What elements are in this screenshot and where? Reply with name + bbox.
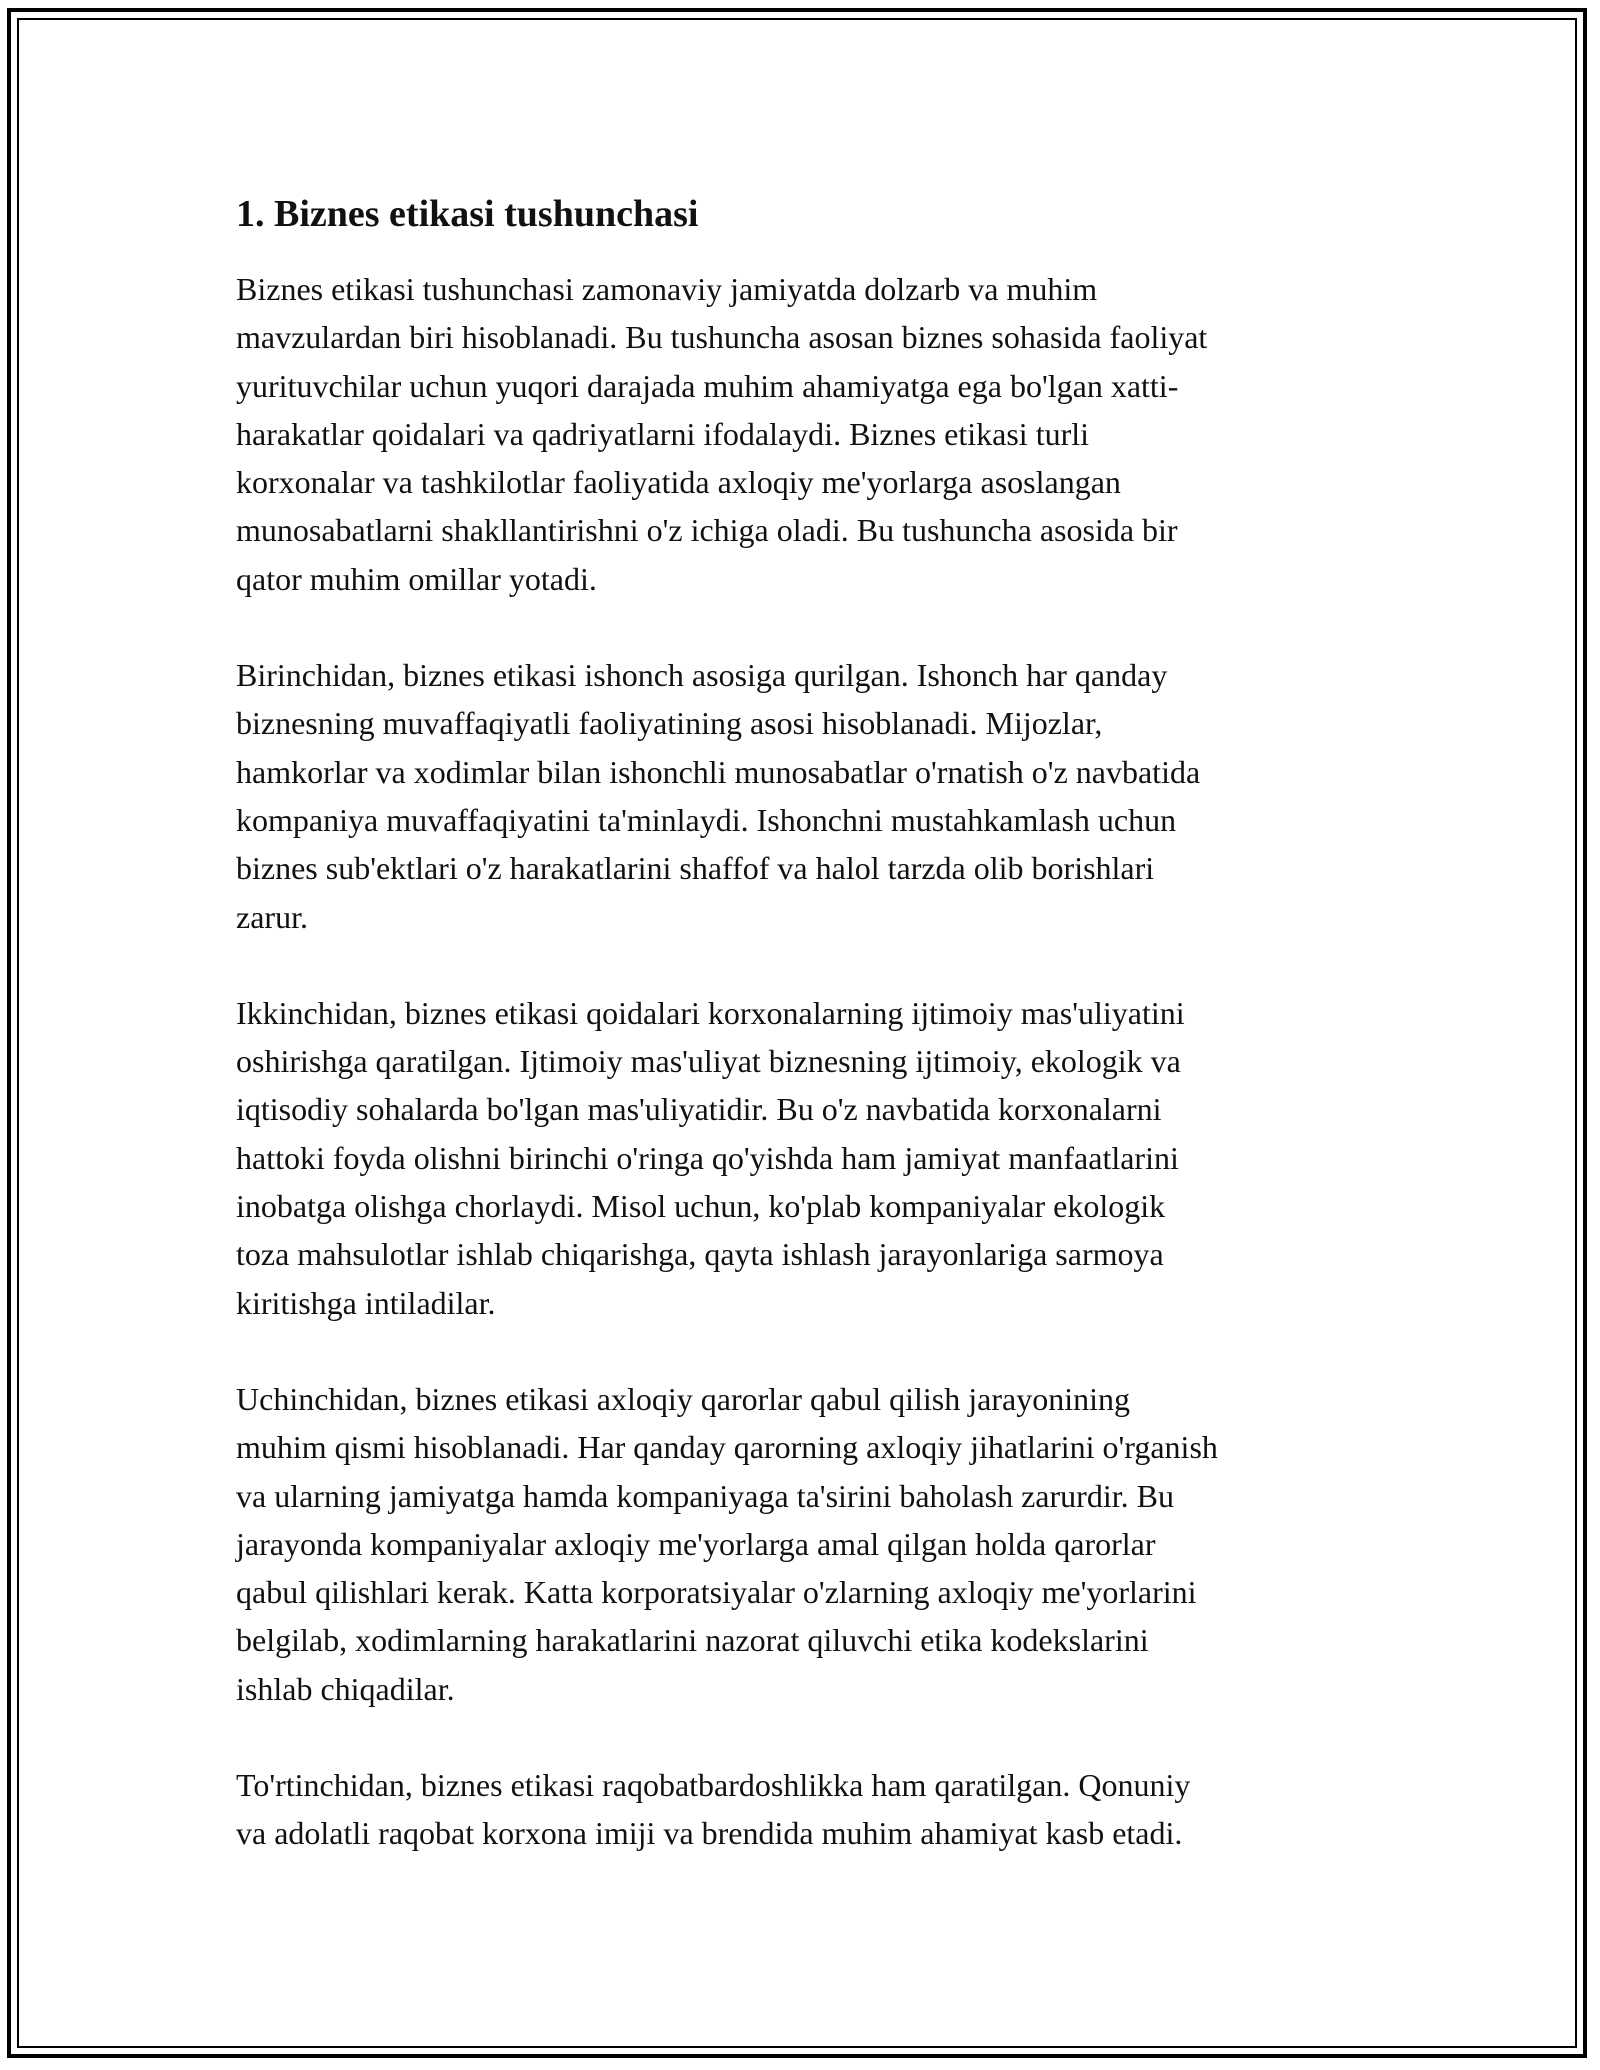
paragraph-line: iqtisodiy sohalarda bo'lgan mas'uliyatidir. Bu o'z navbatida korxonalarni — [236, 1091, 1162, 1128]
paragraph-line: Birinchidan, biznes etikasi ishonch asosiga qurilgan. Ishonch har qanday — [236, 657, 1168, 694]
body-paragraph — [236, 265, 1376, 603]
paragraph-line: hattoki foyda olishni birinchi o'ringa qo'yishda ham jamiyat manfaatlarini — [236, 1139, 1179, 1176]
paragraph-line: munosabatlarni shakllantirishni o'z ichiga oladi. Bu tushuncha asosida bir — [236, 512, 1178, 549]
paragraph-line: mavzulardan biri hisoblanadi. Bu tushuncha asosan biznes sohasida faoliyat — [236, 319, 1208, 356]
paragraph-line: biznesning muvaffaqiyatli faoliyatining asosi hisoblanadi. Mijozlar, — [236, 705, 1103, 742]
paragraph-line: Biznes etikasi tushunchasi zamonaviy jamiyatda dolzarb va muhim — [236, 271, 1098, 307]
body-paragraph — [236, 1375, 1376, 1713]
paragraph-line: va ularning jamiyatga hamda kompaniyaga ta'sirini baholash zarurdir. Bu — [236, 1477, 1174, 1514]
section-heading: 1. Biznes etikasi tushunchasi — [236, 193, 699, 235]
paragraph-line: Ikkinchidan, biznes etikasi qoidalari korxonalarning ijtimoiy mas'uliyatini — [236, 994, 1185, 1031]
paragraph-line: qator muhim omillar yotadi. — [236, 560, 597, 597]
paragraph-line: va adolatli raqobat korxona imiji va brendida muhim ahamiyat kasb etadi. — [236, 1815, 1183, 1852]
body-paragraph — [236, 1761, 1376, 1858]
paragraph-line: toza mahsulotlar ishlab chiqarishga, qayta ishlash jarayonlariga sarmoya — [236, 1236, 1164, 1273]
body-paragraph — [236, 989, 1376, 1327]
paragraph-line: belgilab, xodimlarning harakatlarini nazorat qiluvchi etika kodekslarini — [236, 1622, 1149, 1659]
paragraph-line: Uchinchidan, biznes etikasi axloqiy qarorlar qabul qilish jarayonining — [236, 1380, 1130, 1417]
paragraph-line: To'rtinchidan, biznes etikasi raqobatbardoshlikka ham qaratilgan. Qonuniy — [236, 1767, 1191, 1804]
paragraph-line: yurituvchilar uchun yuqori darajada muhim ahamiyatga ega bo'lgan xatti- — [236, 367, 1179, 404]
paragraph-line: kiritishga intiladilar. — [236, 1284, 496, 1321]
paragraph-line: biznes sub'ektlari o'z harakatlarini shaffof va halol tarzda olib borishlari — [236, 850, 1155, 887]
paragraph-line: zarur. — [236, 898, 308, 935]
paragraph-line: korxonalar va tashkilotlar faoliyatida axloqiy me'yorlarga asoslangan — [236, 464, 1121, 501]
paragraph-line: qabul qilishlari kerak. Katta korporatsiyalar o'zlarning axloqiy me'yorlarini — [236, 1574, 1197, 1611]
paragraph-line: kompaniya muvaffaqiyatini ta'minlaydi. Ishonchni mustahkamlash uchun — [236, 801, 1177, 838]
paragraph-line: jarayonda kompaniyalar axloqiy me'yorlarga amal qilgan holda qarorlar — [236, 1525, 1156, 1562]
body-paragraph — [236, 651, 1376, 941]
paragraph-line: muhim qismi hisoblanadi. Har qanday qarorning axloqiy jihatlarini o'rganish — [236, 1429, 1218, 1466]
paragraph-line: hamkorlar va xodimlar bilan ishonchli munosabatlar o'rnatish o'z navbatida — [236, 753, 1201, 790]
document-body — [236, 186, 1376, 1906]
paragraph-list — [236, 265, 1376, 1858]
paragraph-line: oshirishga qaratilgan. Ijtimoiy mas'uliyat biznesning ijtimoiy, ekologik va — [236, 1043, 1181, 1080]
paragraph-line: harakatlar qoidalari va qadriyatlarni ifodalaydi. Biznes etikasi turli — [236, 415, 1090, 452]
paragraph-line: ishlab chiqadilar. — [236, 1670, 455, 1707]
paragraph-line: inobatga olishga chorlaydi. Misol uchun, ko'plab kompaniyalar ekologik — [236, 1188, 1166, 1225]
